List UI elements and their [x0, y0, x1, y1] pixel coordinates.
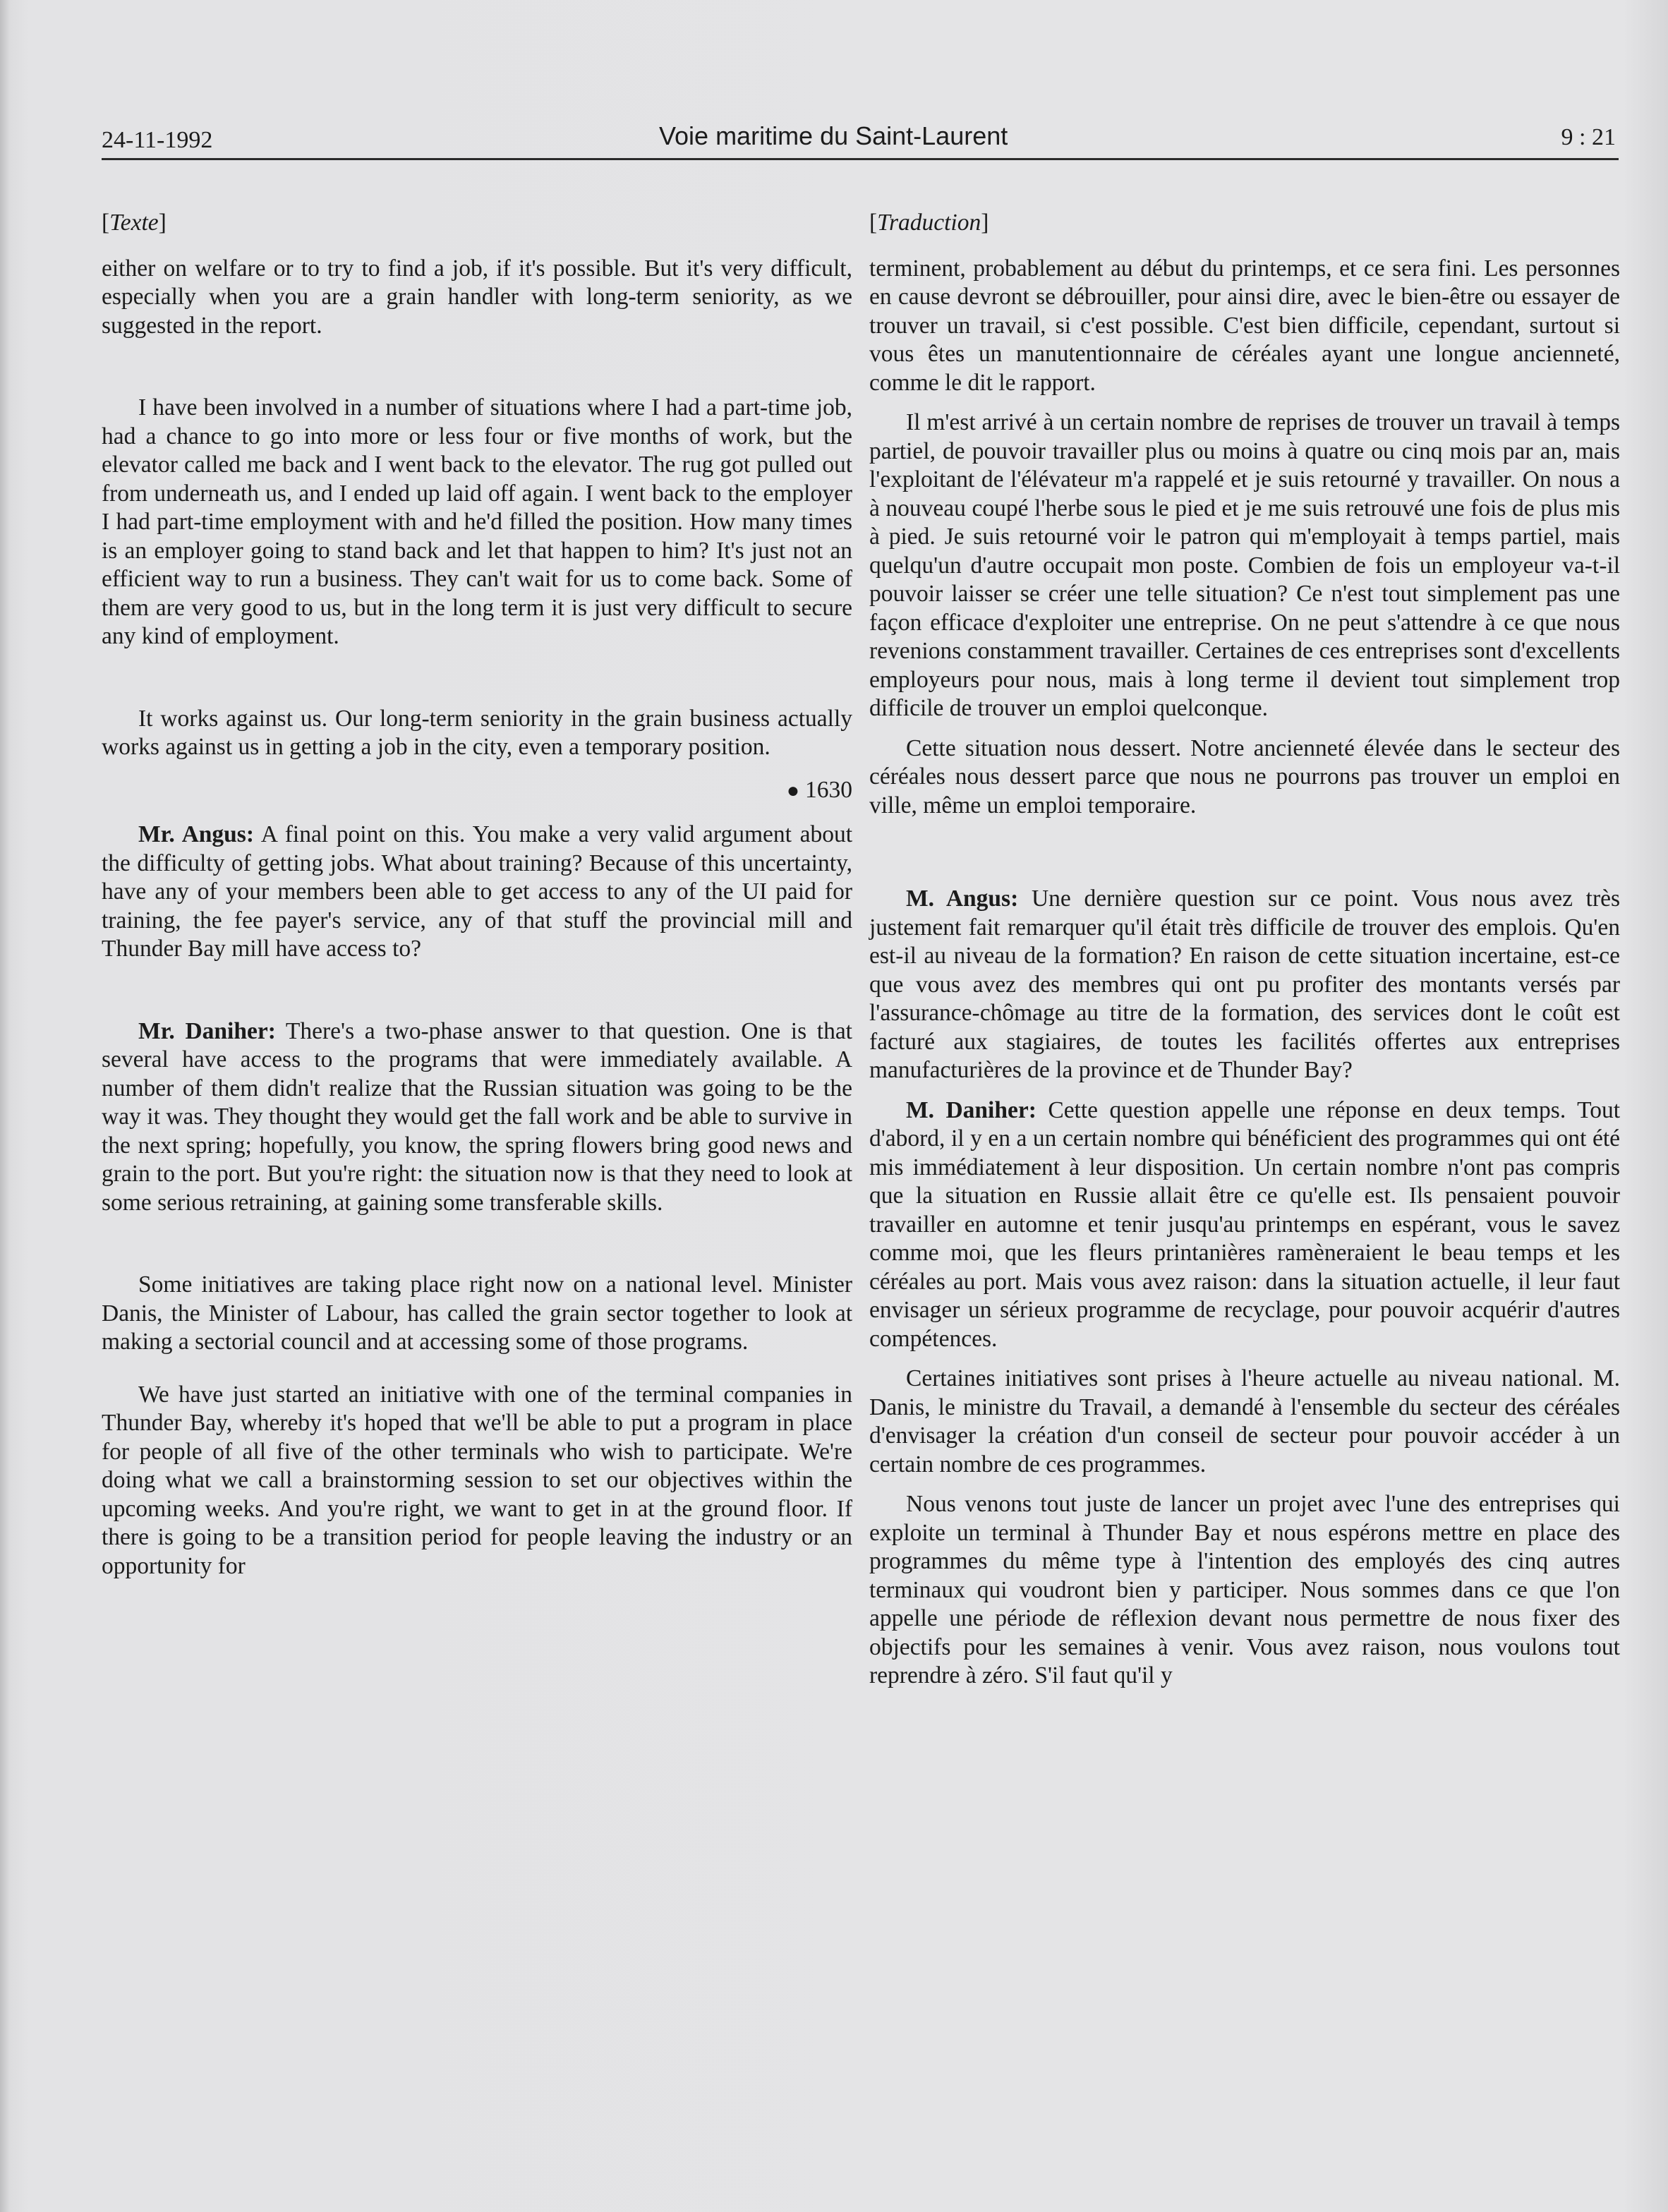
bullet-icon: ●: [786, 778, 799, 802]
speaker-name: M. Angus:: [906, 886, 1019, 912]
page-header: [102, 121, 1616, 164]
left-column-label: [Texte]: [102, 210, 167, 236]
right-column-label: [Traduction]: [869, 210, 989, 236]
right-paragraph: Certaines initiatives sont prises à l'heure actuelle au niveau national. M. Danis, le ministre du Travail, a demandé à l'ensemble du secteur des céréales d'envisager la création d'un conseil de secteur pour pouvoir accéder à un certain nombre de ces programmes.: [869, 1365, 1620, 1477]
right-paragraph: Nous venons tout juste de lancer un projet avec l'une des entreprises qui exploite un terminal à Thunder Bay et nous espérons mettre en place des programmes du même type à l'intention des employés des cinq autres terminaux qui voudront bien y participer. Nous sommes dans ce que l'on appelle une période de réflexion devant nous permettre de nous fixer des objectifs pour les semaines à venir. Vous avez raison, nous voulons tout reprendre à zéro. S'il faut qu'il y: [869, 1491, 1620, 1688]
left-paragraph: Some initiatives are taking place right now on a national level. Minister Danis, the Minister of Labour, has called the grain sector together to look at making a sectorial council and at accessing some of those programs.: [102, 1271, 852, 1355]
header-title: Voie maritime du Saint-Laurent: [659, 121, 1008, 150]
right-paragraph: Il m'est arrivé à un certain nombre de reprises de trouver un travail à temps partiel, de pouvoir travailler plus ou moins à quatre ou cinq mois par an, mais l'exploitant de l'élévateur m'a rappelé et je suis retourné y travailler. On nous a à nouveau coupé l'herbe sous le pied et je me suis retrouvé une fois de plus mis à pied. Je suis retourné voir le patron qui m'employait à temps partiel, mais quelqu'un d'autre occupait mon poste. Combien de fois un employeur va-t-il pouvoir laisser se créer une telle situation? Ce n'est tout simplement pas une façon efficace d'exploiter une entreprise. On ne peut s'attendre à ce que nous revenions constamment travailler. Certaines de ces entreprises sont d'excellents employeurs pour nous, mais à long terme il devient tout simplement trop difficile de trouver un emploi quelconque.: [869, 409, 1620, 721]
left-column: [102, 209, 852, 1581]
header-rule: [102, 158, 1619, 160]
left-paragraph: either on welfare or to try to find a job, if it's possible. But it's very difficult, especially when you are a grain handler with long-term seniority, as we suggested in the report.: [102, 255, 852, 339]
speaker-name: Mr. Daniher:: [138, 1017, 276, 1044]
time-marker: ● 1630: [786, 776, 852, 803]
right-paragraph: Cette situation nous dessert. Notre ancienneté élevée dans le secteur des céréales nous dessert parce que nous ne pourrons pas trouver un emploi en ville, même un emploi temporaire.: [869, 735, 1620, 818]
right-paragraph-angus: M. Angus: Une dernière question sur ce point. Vous nous avez très justement fait remarquer qu'il était très difficile de trouver des emplois. Qu'en est-il au niveau de la formation? En raison de cette situation incertaine, est-ce que vous avez des membres qui ont pu profiter des montants versés par l'assurance-chômage au titre de la formation, des services dont le coût est facturé aux stagiaires, de toutes les facilités offertes aux entreprises manufacturières de la province et de Thunder Bay?: [869, 886, 1621, 1083]
left-paragraph-angus: Mr. Angus: A final point on this. You make a very valid argument about the difficulty of getting jobs. What about training? Because of this uncertainty, have any of your members been able to get access to any of the UI paid for training, the fee payer's service, any of that stuff the provincial mill and Thunder Bay mill have access to?: [102, 821, 852, 962]
left-paragraph: I have been involved in a number of situations where I had a part-time job, had a chance to go into more or less four or five months of work, but the elevator called me back and I went back to the elevator. The rug got pulled out from underneath us, and I ended up laid off again. I went back to the employer I had part-time employment with and he'd filled the position. How many times is an employer going to stand back and let that happen to him? It's just not an efficient way to run a business. They can't wait for us to come back. Some of them are very good to us, but in the long term it is just very difficult to secure any kind of employment.: [102, 394, 852, 649]
left-paragraph: We have just started an initiative with one of the terminal companies in Thunder Bay, whereby it's hoped that we'll be able to put a program in place for people of all five of the other terminals who wish to participate. We're doing what we call a brainstorming session to set our objectives within the upcoming weeks. And you're right, we want to get in at the ground floor. If there is going to be a transition period for people leaving the industry or an opportunity for: [102, 1381, 852, 1579]
right-paragraph-daniher: M. Daniher: Cette question appelle une réponse en deux temps. Tout d'abord, il y en a un certain nombre qui bénéficient des programmes qui ont été mis immédiatement à leur disposition. Un certain nombre n'ont pas compris que la situation en Russie allait être ce qu'elle est. Ils pensaient pouvoir travailler en automne et tenir jusqu'au printemps en espérant, vous le savez comme moi, que les fleurs printanières ramèneraient le beau temps et les céréales au port. Mais vous avez raison: dans la situation actuelle, il leur faut envisager un sérieux programme de recyclage, pour pouvoir acquérir d'autres compétences.: [869, 1096, 1621, 1352]
speaker-name: Mr. Angus:: [138, 821, 254, 847]
right-paragraph: terminent, probablement au début du printemps, et ce sera fini. Les personnes en cause devront se débrouiller, pour ainsi dire, avec le bien-être ou essayer de trouver un travail, si c'est possible. C'est bien difficile, cependant, surtout si vous êtes un manutentionnaire de céréales ayant une longue ancienneté, comme le dit le rapport.: [869, 255, 1620, 396]
header-date: 24-11-1992: [102, 127, 213, 153]
left-paragraph-daniher: Mr. Daniher: There's a two-phase answer to that question. One is that several have access to the programs that were immediately available. A number of them didn't realize that the Russian situation was going to be the way it was. They thought they would get the fall work and be able to survive in the next spring; hopefully, you know, the spring flowers bring good news and grain to the port. But you're right: the situation now is that they need to look at some serious retraining, at gaining some transferable skills.: [102, 1017, 852, 1216]
speaker-name: M. Daniher:: [906, 1096, 1037, 1123]
header-page-number: 9 : 21: [1561, 124, 1616, 150]
right-column: [869, 209, 1620, 1691]
left-paragraph: It works against us. Our long-term seniority in the grain business actually works against us in getting a job in the city, even a temporary position.: [102, 705, 852, 760]
